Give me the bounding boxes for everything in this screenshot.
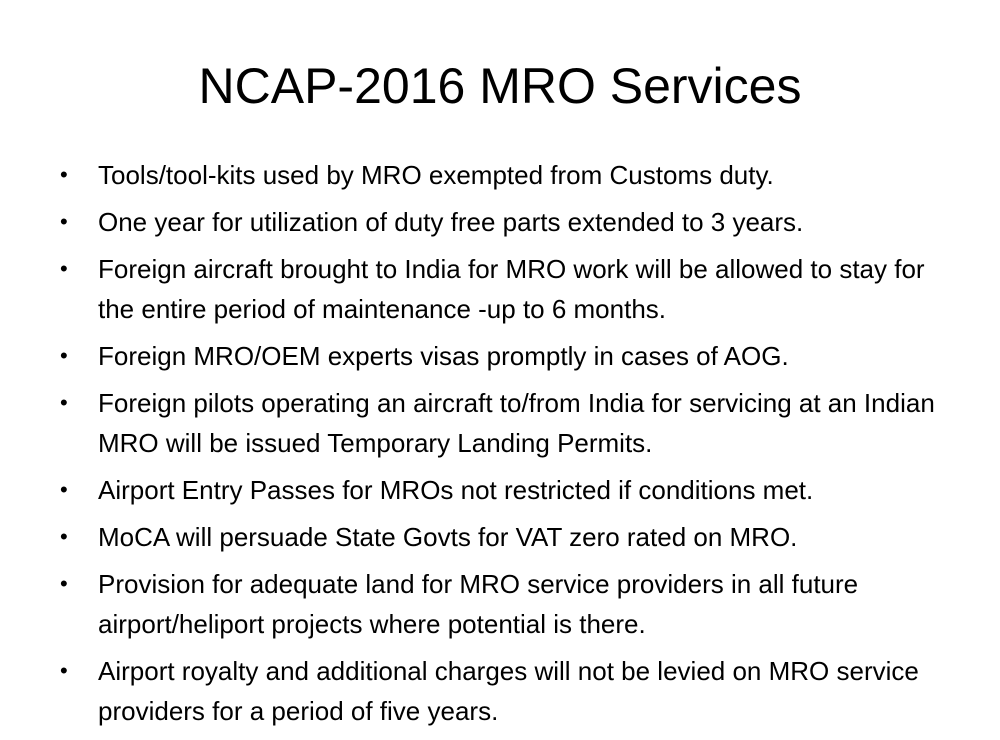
bullet-item bbox=[60, 517, 965, 557]
bullet-text: Provision for adequate land for MRO service providers in all future airport/heliport projects where potential is there. bbox=[98, 569, 859, 639]
bullet-item bbox=[60, 336, 965, 376]
bullet-text: Airport Entry Passes for MROs not restricted if conditions met. bbox=[98, 475, 814, 505]
bullet-icon: • bbox=[60, 256, 68, 281]
bullet-icon: • bbox=[60, 524, 68, 549]
bullet-text: Foreign aircraft brought to India for MRO work will be allowed to stay for the entire period of maintenance -up to 6 months. bbox=[98, 254, 925, 324]
bullet-icon: • bbox=[60, 390, 68, 415]
bullet-icon: • bbox=[60, 477, 68, 502]
bullet-text: Foreign pilots operating an aircraft to/from India for servicing at an Indian MRO will be issued Temporary Landing Permits. bbox=[98, 388, 935, 458]
bullet-item bbox=[60, 249, 965, 329]
bullet-icon: • bbox=[60, 571, 68, 596]
bullet-item bbox=[60, 564, 965, 644]
bullet-text: Airport royalty and additional charges will not be levied on MRO service providers for a period of five years. bbox=[98, 656, 919, 726]
bullet-item bbox=[60, 651, 965, 731]
bullet-icon: • bbox=[60, 209, 68, 234]
bullet-icon: • bbox=[60, 658, 68, 683]
bullet-item bbox=[60, 383, 965, 463]
bullet-text: Foreign MRO/OEM experts visas promptly in cases of AOG. bbox=[98, 341, 789, 371]
bullet-item bbox=[60, 202, 965, 242]
bullet-text: One year for utilization of duty free parts extended to 3 years. bbox=[98, 207, 804, 237]
bullet-icon: • bbox=[60, 162, 68, 187]
bullet-item bbox=[60, 470, 965, 510]
bullet-item bbox=[60, 155, 965, 195]
bullet-list bbox=[60, 155, 965, 738]
bullet-icon: • bbox=[60, 343, 68, 368]
slide-title: NCAP-2016 MRO Services bbox=[198, 58, 802, 114]
bullet-text: MoCA will persuade State Govts for VAT zero rated on MRO. bbox=[98, 522, 798, 552]
bullet-text: Tools/tool-kits used by MRO exempted from Customs duty. bbox=[98, 160, 774, 190]
